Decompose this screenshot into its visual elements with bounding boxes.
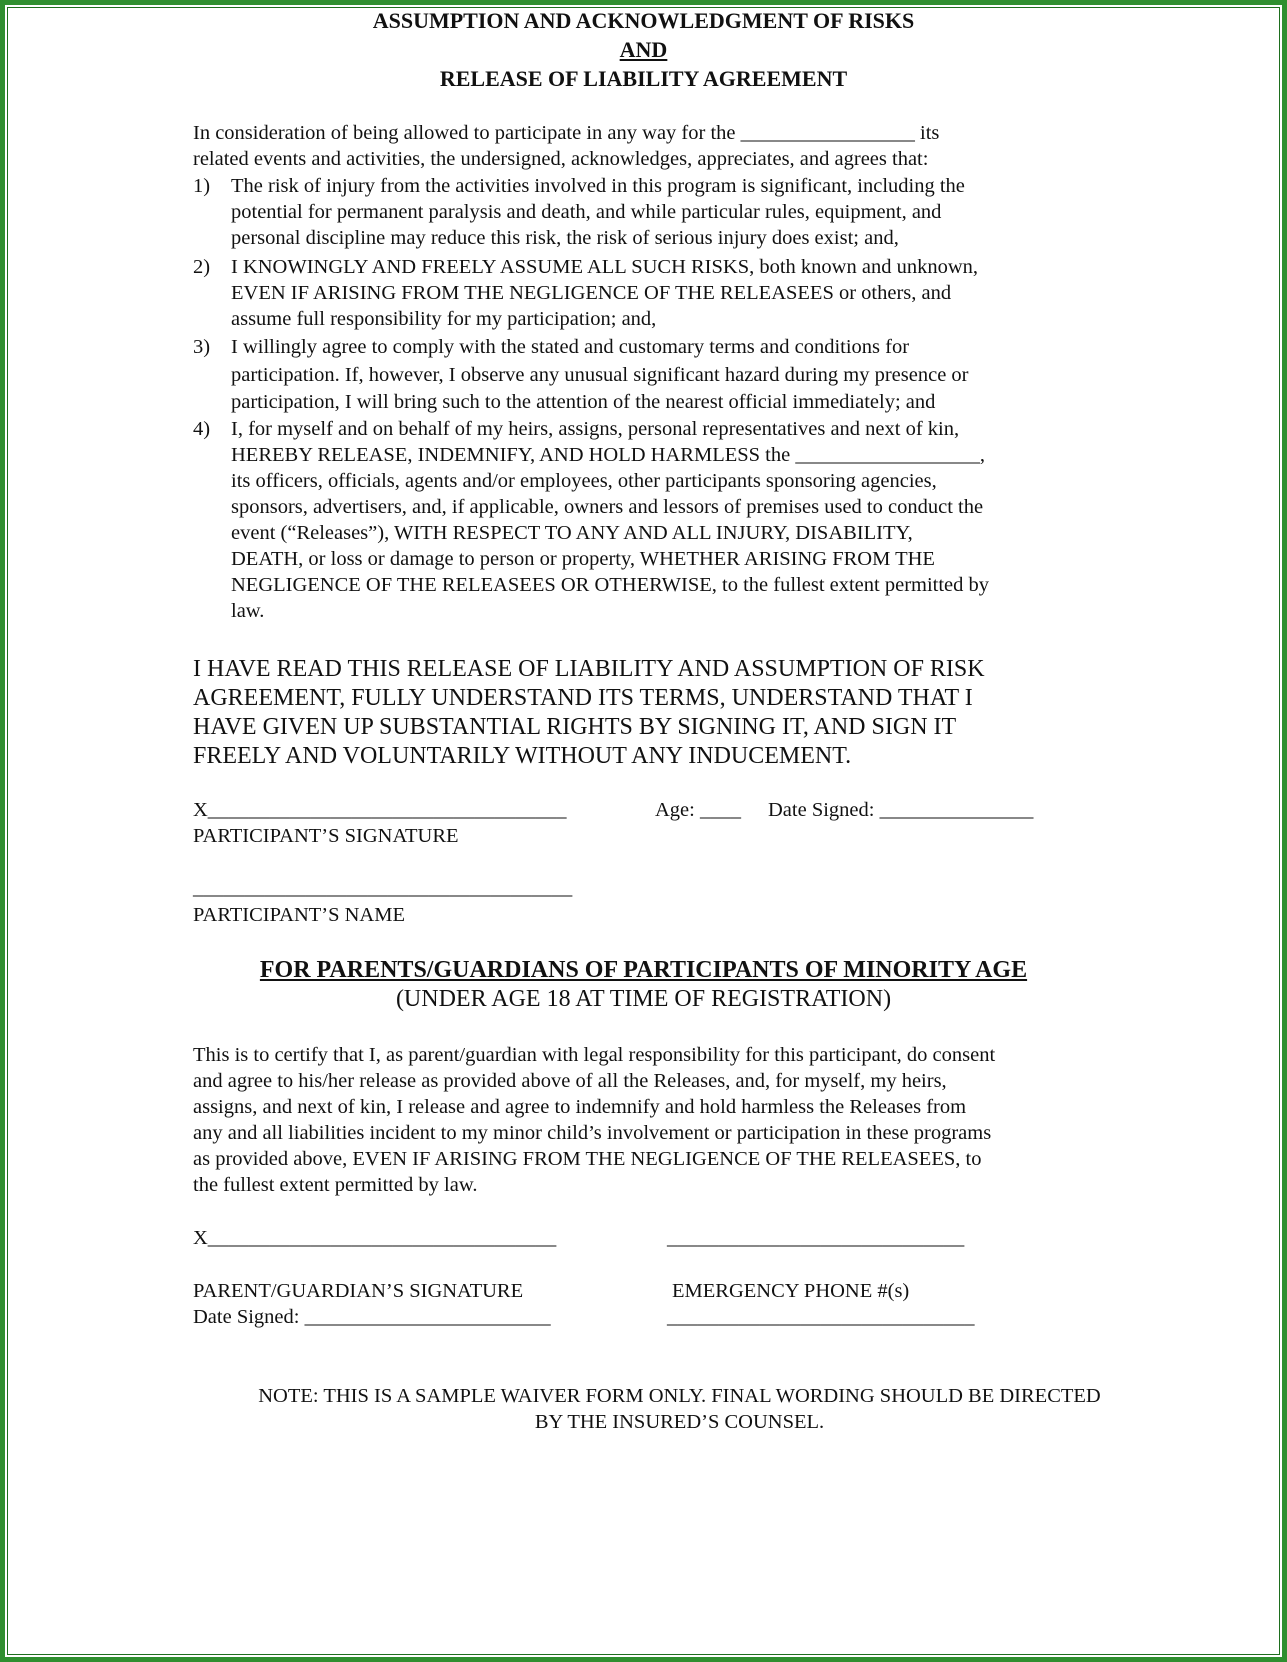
item-4-line-7: NEGLIGENCE OF THE RELEASEES OR OTHERWISE, to the fullest extent permitted by — [231, 574, 990, 596]
item-3-line-2: participation. If, however, I observe any unusual significant hazard during my presence or — [231, 364, 969, 386]
ack-line-2: AGREEMENT, FULLY UNDERSTAND ITS TERMS, UNDERSTAND THAT I — [193, 685, 973, 711]
minor-line-4: any and all liabilities incident to my minor child’s involvement or participation in these programs — [193, 1122, 992, 1144]
item-4-line-8: law. — [231, 600, 265, 622]
minor-line-3: assigns, and next of kin, I release and agree to indemnify and hold harmless the Releases from — [193, 1096, 967, 1118]
minor-line-5: as provided above, EVEN IF ARISING FROM THE NEGLIGENCE OF THE RELEASEES, to — [193, 1148, 982, 1170]
ack-line-3: HAVE GIVEN UP SUBSTANTIAL RIGHTS BY SIGNING IT, AND SIGN IT — [193, 714, 957, 740]
item-2-line-2: EVEN IF ARISING FROM THE NEGLIGENCE OF THE RELEASEES or others, and — [231, 282, 952, 304]
item-1-line-2: potential for permanent paralysis and death, and while particular rules, equipment, and — [231, 201, 942, 223]
minor-section-heading — [0, 955, 1287, 985]
participant-age-field[interactable]: Age: ____ — [655, 799, 741, 821]
item-4-line-6: DEATH, or loss or damage to person or property, WHETHER ARISING FROM THE — [231, 548, 935, 570]
item-2-number: 2) — [193, 256, 211, 278]
minor-section-subheading: (UNDER AGE 18 AT TIME OF REGISTRATION) — [395, 986, 892, 1012]
intro-line-2: related events and activities, the undersigned, acknowledges, appreciates, and agrees that: — [193, 148, 929, 170]
item-4-line-5: event (“Releases”), WITH RESPECT TO ANY AND ALL INJURY, DISABILITY, — [231, 522, 913, 544]
minor-line-2: and agree to his/her release as provided above of all the Releases, and, for myself, my heirs, — [193, 1070, 947, 1092]
title-line-2 — [0, 36, 1287, 64]
item-1-number: 1) — [193, 175, 211, 197]
participant-name-label: PARTICIPANT’S NAME — [193, 904, 405, 926]
item-1-line-3: personal discipline may reduce this risk, the risk of serious injury does exist; and, — [231, 227, 899, 249]
item-4-line-3: its officers, officials, agents and/or employees, other participants sponsoring agencies, — [231, 470, 937, 492]
minor-line-6: the fullest extent permitted by law. — [193, 1174, 478, 1196]
title-and: AND — [619, 37, 668, 62]
note-line-1: NOTE: THIS IS A SAMPLE WAIVER FORM ONLY. FINAL WORDING SHOULD BE DIRECTED — [258, 1385, 1101, 1407]
item-3-line-3: participation, I will bring such to the attention of the nearest official immediately; and — [231, 391, 936, 413]
item-4-line-4: sponsors, advertisers, and, if applicable, owners and lessors of premises used to conduct the — [231, 496, 984, 518]
note-line-2: BY THE INSURED’S COUNSEL. — [534, 1411, 825, 1433]
emergency-phone-line-1[interactable]: _____________________________ — [667, 1227, 965, 1249]
item-4-number: 4) — [193, 418, 211, 440]
guardian-signature-line[interactable]: X__________________________________ — [193, 1227, 557, 1249]
item-3-number: 3) — [193, 336, 211, 358]
intro-line-1: In consideration of being allowed to participate in any way for the _________________ its — [193, 122, 940, 144]
ack-line-1: I HAVE READ THIS RELEASE OF LIABILITY AND ASSUMPTION OF RISK — [193, 656, 985, 682]
item-4-line-2: HEREBY RELEASE, INDEMNIFY, AND HOLD HARMLESS the __________________, — [231, 444, 985, 466]
item-2-line-3: assume full responsibility for my participation; and, — [231, 308, 657, 330]
participant-signature-line[interactable]: X___________________________________ — [193, 799, 567, 821]
guardian-date-field[interactable]: Date Signed: ________________________ — [193, 1306, 551, 1328]
emergency-phone-label: EMERGENCY PHONE #(s) — [672, 1280, 910, 1302]
item-4-line-1: I, for myself and on behalf of my heirs, assigns, personal representatives and next of kin, — [231, 418, 960, 440]
minor-heading-text: FOR PARENTS/GUARDIANS OF PARTICIPANTS OF MINORITY AGE — [259, 957, 1028, 983]
participant-date-field[interactable]: Date Signed: _______________ — [768, 799, 1034, 821]
participant-signature-label: PARTICIPANT’S SIGNATURE — [193, 825, 459, 847]
guardian-signature-label: PARENT/GUARDIAN’S SIGNATURE — [193, 1280, 524, 1302]
title-line-3: RELEASE OF LIABILITY AGREEMENT — [439, 66, 848, 91]
item-3-line-1: I willingly agree to comply with the stated and customary terms and conditions for — [231, 336, 910, 358]
participant-name-line[interactable]: _____________________________________ — [193, 877, 573, 899]
minor-line-1: This is to certify that I, as parent/guardian with legal responsibility for this participant, do consent — [193, 1044, 996, 1066]
item-1-line-1: The risk of injury from the activities involved in this program is significant, including the — [231, 175, 965, 197]
item-2-line-1: I KNOWINGLY AND FREELY ASSUME ALL SUCH RISKS, both known and unknown, — [231, 256, 979, 278]
ack-line-4: FREELY AND VOLUNTARILY WITHOUT ANY INDUCEMENT. — [193, 743, 852, 769]
title-line-1: ASSUMPTION AND ACKNOWLEDGMENT OF RISKS — [372, 8, 915, 33]
emergency-phone-line-2[interactable]: ______________________________ — [667, 1306, 975, 1328]
